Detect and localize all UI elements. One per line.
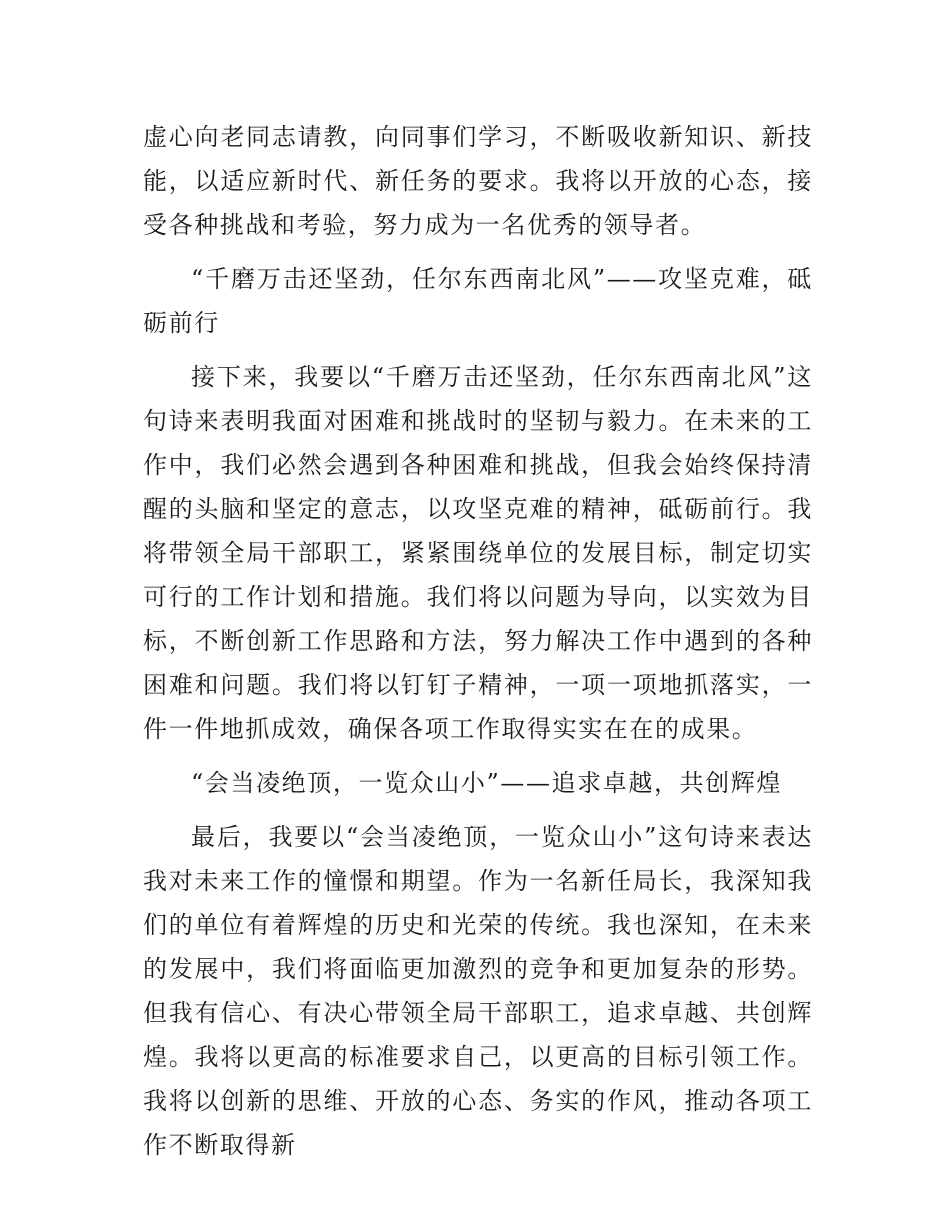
document-body [143,115,813,1177]
paragraph-excellence: 最后，我要以“会当凌绝顶，一览众山小”这句诗来表达我对未来工作的憧憬和期望。作为一名新任局长，我深知我们的单位有着辉煌的历史和光荣的传统。我也深知，在未来的发展中，我们将面临更加激烈的竞争和更加复杂的形势。但我有信心、有决心带领全局干部职工，追求卓越、共创辉煌。我将以更高的标准要求自己，以更高的目标引领工作。我将以创新的思维、开放的心态、务实的作风，推动各项工作不断取得新 [143,823,813,1159]
section-heading-excellence: “会当凌绝顶，一览众山小”——追求卓越，共创辉煌 [191,769,782,797]
section-heading-perseverance: “千磨万击还坚劲，任尔东西南北风”——攻坚克难，砥砺前行 [143,265,813,337]
paragraph-continuation: 虚心向老同志请教，向同事们学习，不断吸收新知识、新技能，以适应新时代、新任务的要求。我将以开放的心态，接受各种挑战和考验，努力成为一名优秀的领导者。 [143,123,813,239]
paragraph-perseverance: 接下来，我要以“千磨万击还坚劲，任尔东西南北风”这句诗来表明我面对困难和挑战时的坚韧与毅力。在未来的工作中，我们必然会遇到各种困难和挑战，但我会始终保持清醒的头脑和坚定的意志，以攻坚克难的精神，砥砺前行。我将带领全局干部职工，紧紧围绕单位的发展目标，制定切实可行的工作计划和措施。我们将以问题为导向，以实效为目标，不断创新工作思路和方法，努力解决工作中遇到的各种困难和问题。我们将以钉钉子精神，一项一项地抓落实，一件一件地抓成效，确保各项工作取得实实在在的成果。 [143,363,813,743]
